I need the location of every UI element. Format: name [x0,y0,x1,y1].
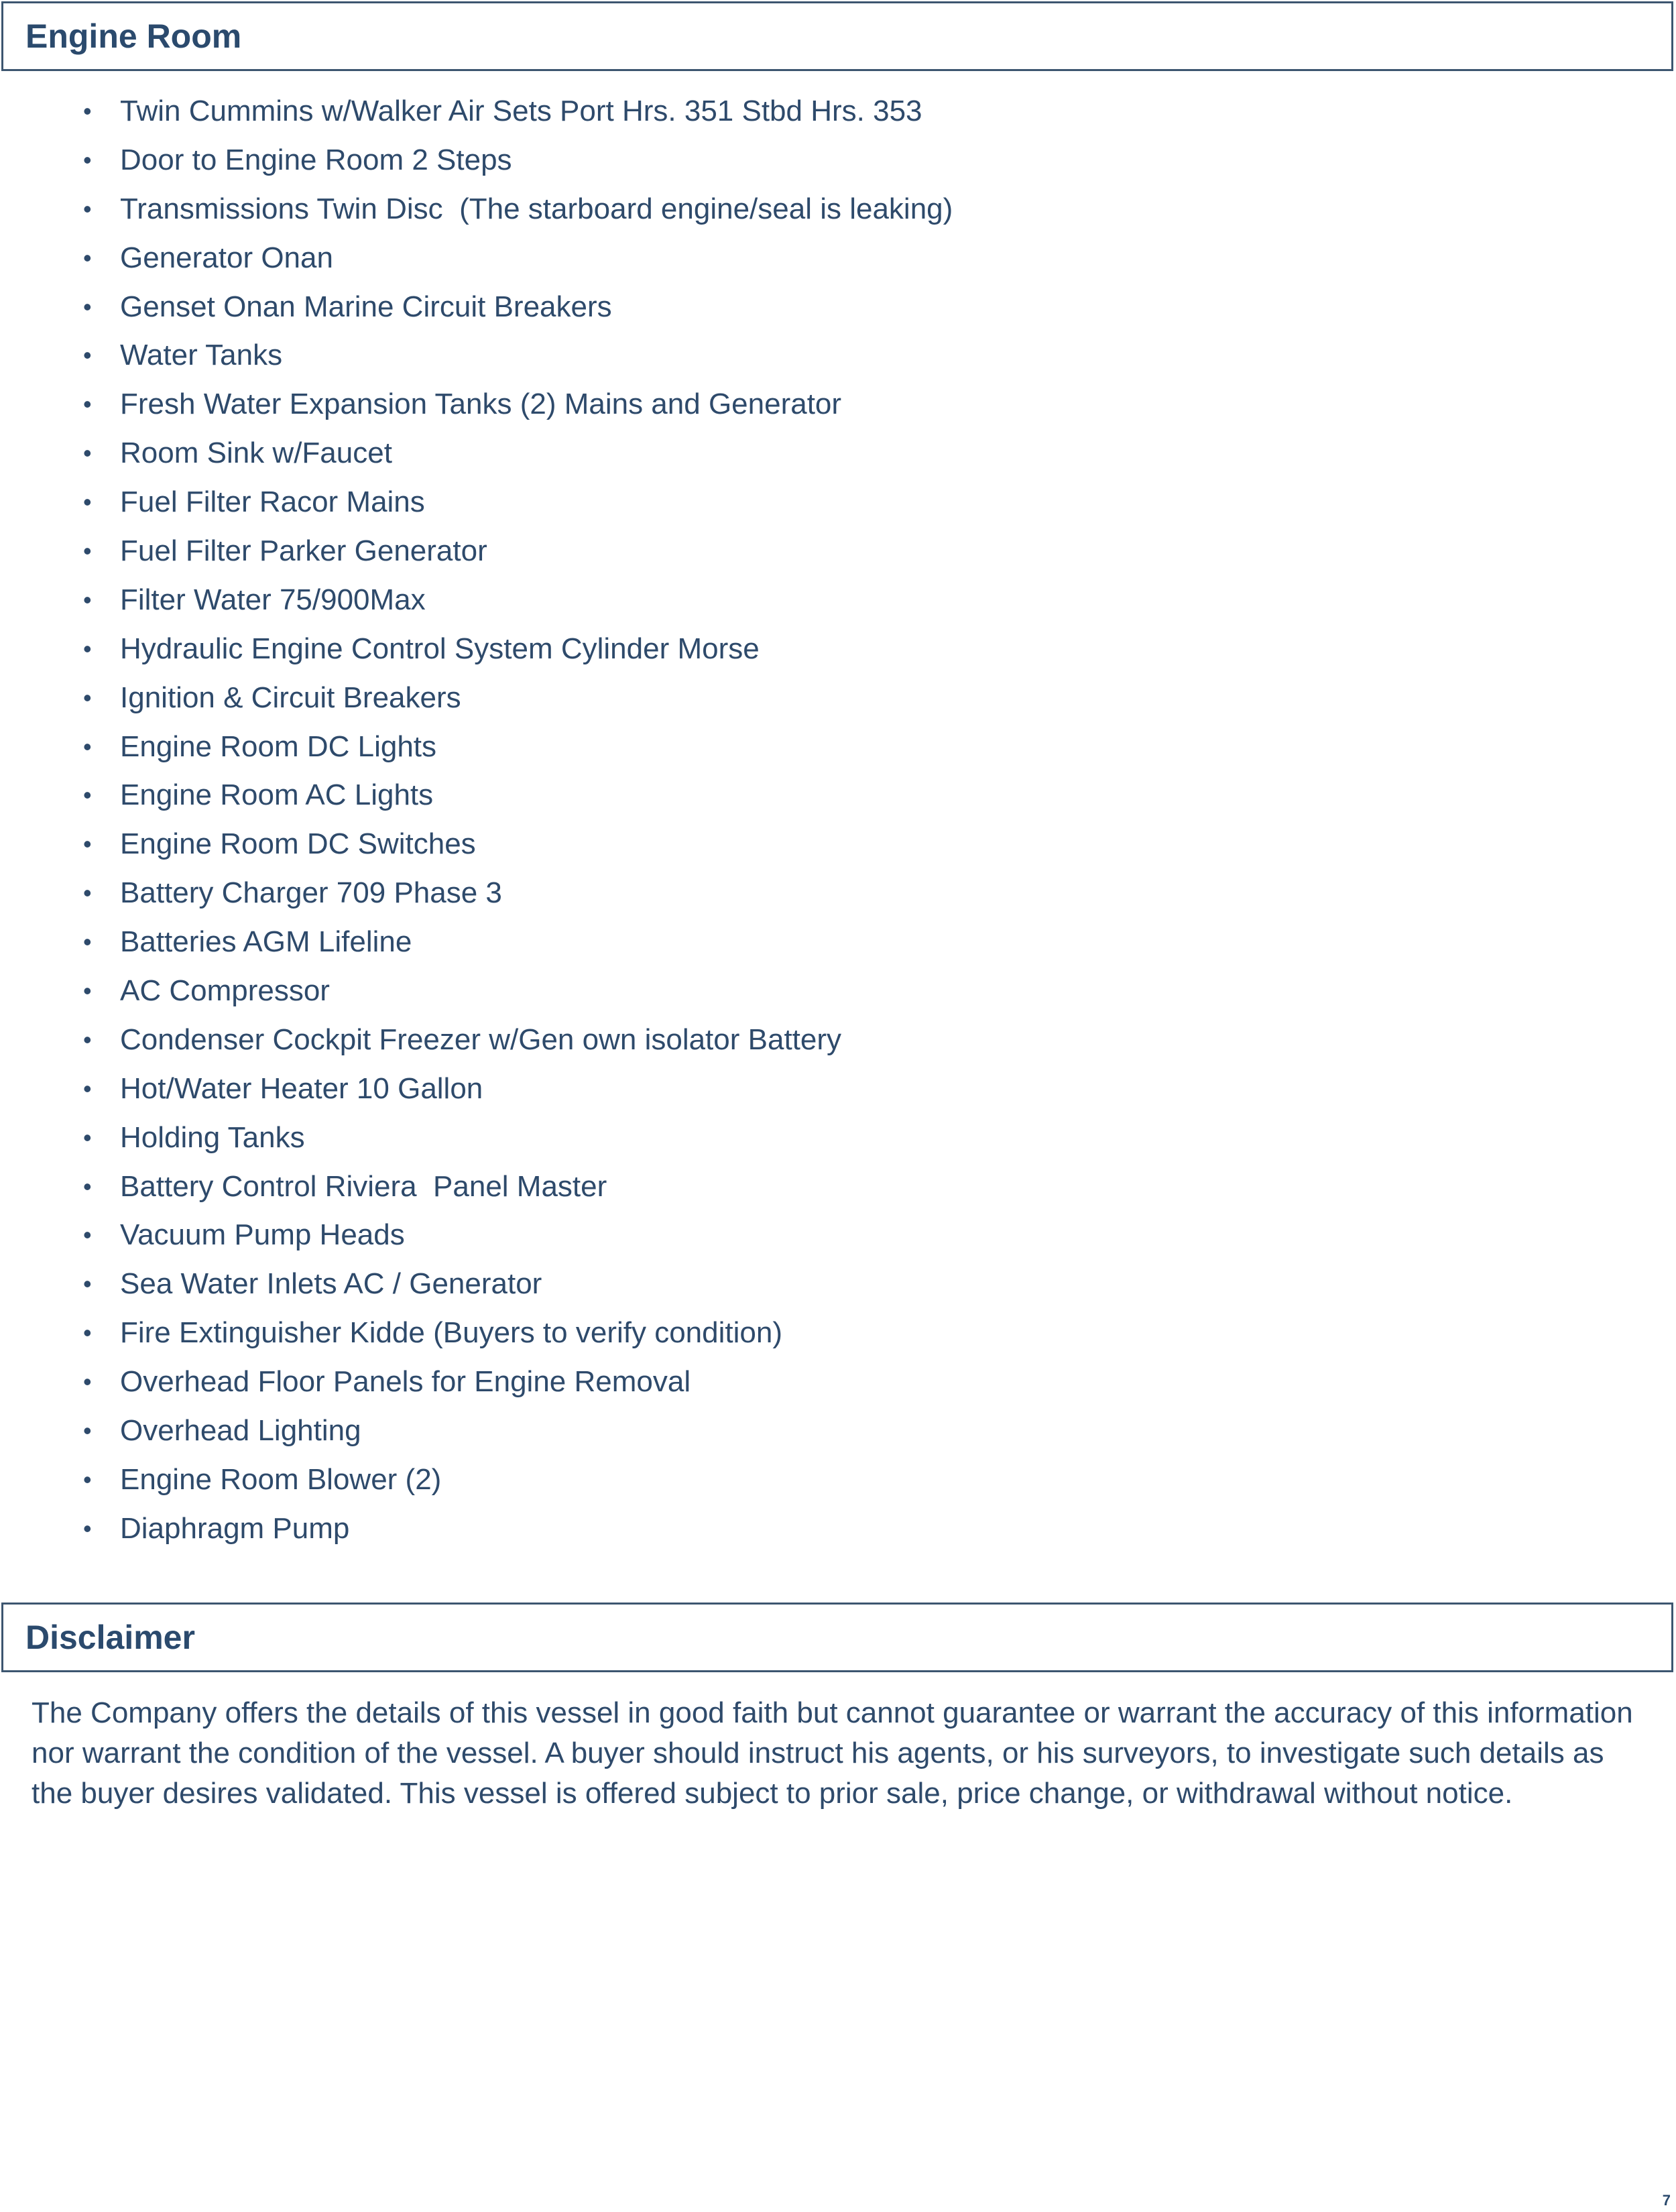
list-item-text: Vacuum Pump Heads [120,1218,405,1252]
bullet-icon: • [83,1025,92,1053]
list-item-text: Condenser Cockpit Freezer w/Gen own isolator Battery [120,1023,842,1056]
bullet-icon: • [83,1319,92,1347]
bullet-icon: • [83,194,92,223]
list-item [0,1165,1676,1214]
list-item-text: Holding Tanks [120,1120,305,1154]
list-item [0,188,1676,237]
bullet-icon: • [83,341,92,369]
list-item [0,1067,1676,1116]
bullet-icon: • [83,439,92,467]
list-item-text: Overhead Floor Panels for Engine Removal [120,1365,691,1399]
bullet-icon: • [83,585,92,614]
list-item-text: Battery Charger 709 Phase 3 [120,876,502,910]
bullet-icon: • [83,1514,92,1542]
list-item-text: Water Tanks [120,339,283,372]
list-item [0,383,1676,432]
list-item [0,1360,1676,1409]
list-item [0,432,1676,481]
list-item [0,1312,1676,1360]
list-item [0,1116,1676,1165]
list-item [0,334,1676,383]
list-item [0,286,1676,335]
bullet-icon: • [83,1270,92,1298]
list-item [0,774,1676,823]
disclaimer-text: The Company offers the details of this vessel in good faith but cannot guarantee or warrant the accuracy of this information nor warrant the condition of the vessel. A buyer should instruct his agents, or his surveyors, to investigate such details as the buyer desires validated. This vessel is offered subject to prior sale, price change, or withdrawal without notice. [32,1696,1633,1810]
bullet-icon: • [83,830,92,858]
list-item-text: Fuel Filter Parker Generator [120,534,487,568]
page-number: 7 [1662,2192,1671,2209]
list-item [0,970,1676,1018]
list-item-text: Genset Onan Marine Circuit Breakers [120,290,612,323]
list-item [0,1458,1676,1507]
bullet-icon: • [83,390,92,418]
disclaimer-title: Disclaimer [25,1619,195,1656]
list-item [0,628,1676,677]
list-item-text: Overhead Lighting [120,1414,361,1448]
list-item [0,872,1676,921]
list-item-text: Filter Water 75/900Max [120,583,426,616]
list-item-text: Transmissions Twin Disc (The starboard engine/seal is leaking) [120,192,953,225]
list-item [0,237,1676,286]
list-item [0,1018,1676,1067]
engine-room-list [0,90,1676,1556]
bullet-icon: • [83,928,92,956]
bullet-icon: • [83,1123,92,1151]
list-item [0,725,1676,774]
list-item-text: Engine Room DC Lights [120,730,437,763]
list-item-text: Room Sink w/Faucet [120,436,392,470]
bullet-icon: • [83,634,92,662]
bullet-icon: • [83,488,92,516]
bullet-icon: • [83,97,92,125]
disclaimer-header [1,1603,1673,1672]
bullet-icon: • [83,292,92,321]
list-item-text: Fuel Filter Racor Mains [120,485,425,519]
list-item-text: Engine Room Blower (2) [120,1462,442,1496]
list-item-text: Hot/Water Heater 10 Gallon [120,1071,483,1105]
bullet-icon: • [83,977,92,1005]
bullet-icon: • [83,1465,92,1493]
list-item [0,921,1676,970]
bullet-icon: • [83,1221,92,1249]
bullet-icon: • [83,1074,92,1102]
bullet-icon: • [83,537,92,565]
bullet-icon: • [83,145,92,174]
bullet-icon: • [83,1172,92,1200]
list-item [0,481,1676,530]
list-item-text: Fire Extinguisher Kidde (Buyers to verify condition) [120,1316,782,1350]
bullet-icon: • [83,732,92,760]
bullet-icon: • [83,1417,92,1445]
list-item-text: Fresh Water Expansion Tanks (2) Mains and Generator [120,388,842,421]
list-item-text: Ignition & Circuit Breakers [120,681,461,714]
list-item-text: Sea Water Inlets AC / Generator [120,1267,542,1301]
list-item [0,1214,1676,1263]
list-item [0,1507,1676,1556]
list-item [0,139,1676,188]
bullet-icon: • [83,683,92,711]
list-item-text: Hydraulic Engine Control System Cylinder Morse [120,632,760,665]
engine-room-title: Engine Room [25,17,242,55]
engine-room-header [1,1,1673,71]
list-item [0,90,1676,139]
list-item-text: Engine Room DC Switches [120,827,476,861]
list-item [0,823,1676,872]
list-item [0,677,1676,725]
list-item-text: Batteries AGM Lifeline [120,925,412,959]
list-item [0,1263,1676,1312]
list-item-text: AC Compressor [120,974,330,1008]
list-item-text: Door to Engine Room 2 Steps [120,143,512,176]
list-item-text: Engine Room AC Lights [120,778,434,812]
bullet-icon: • [83,781,92,809]
bullet-icon: • [83,1368,92,1396]
list-item-text: Generator Onan [120,241,333,274]
bullet-icon: • [83,243,92,272]
list-item [0,1409,1676,1458]
list-item-text: Diaphragm Pump [120,1511,350,1545]
bullet-icon: • [83,879,92,907]
list-item-text: Twin Cummins w/Walker Air Sets Port Hrs. 351 Stbd Hrs. 353 [120,95,922,127]
list-item-text: Battery Control Riviera Panel Master [120,1169,607,1203]
list-item [0,579,1676,628]
list-item [0,530,1676,579]
